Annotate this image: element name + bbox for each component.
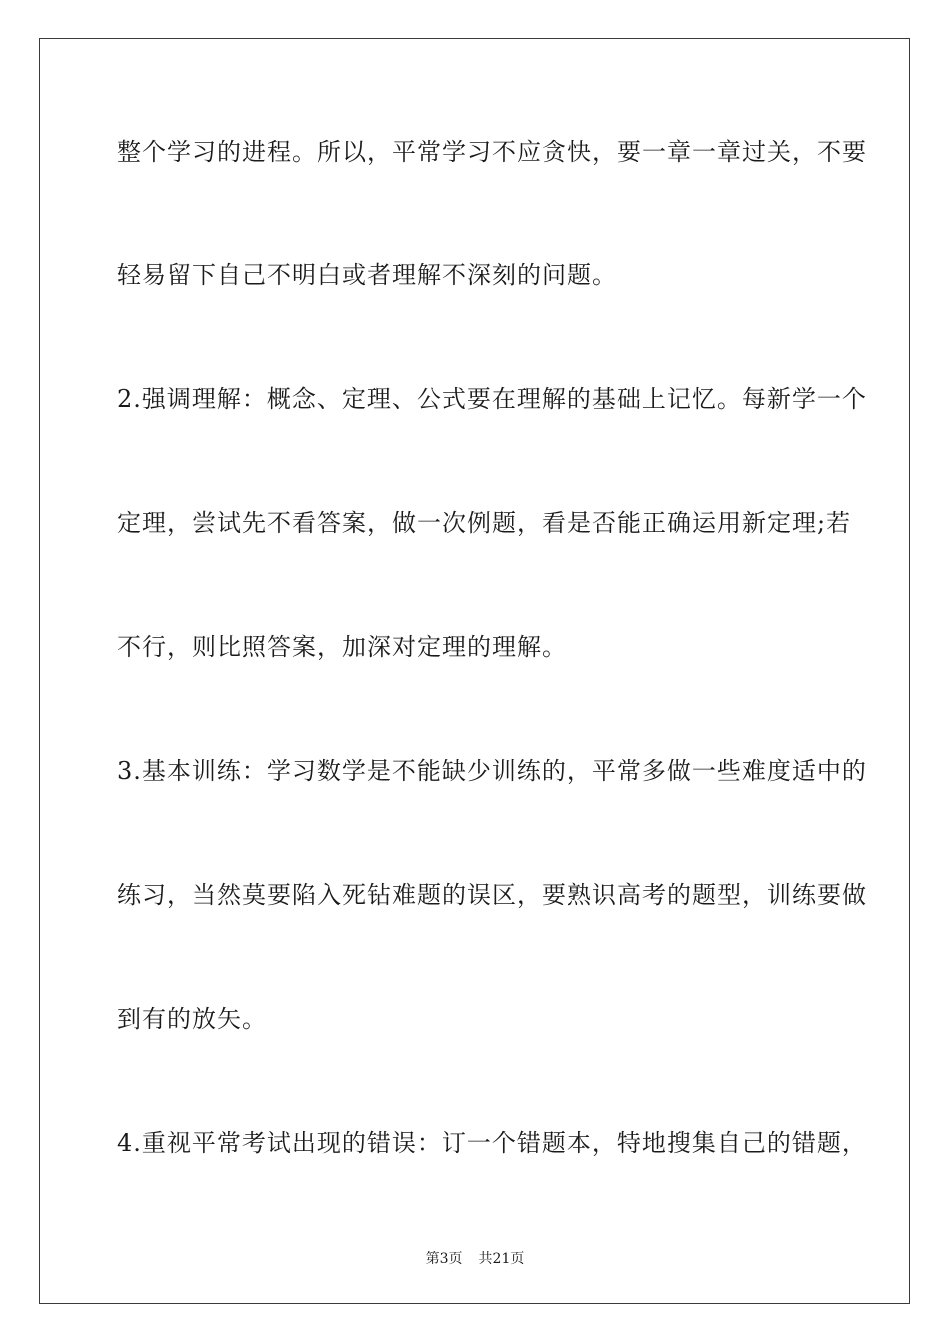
text-line: 2.强调理解：概念、定理、公式要在理解的基础上记忆。每新学一个 [117, 385, 867, 413]
text-line: 4.重视平常考试出现的错误：订一个错题本，特地搜集自己的错题， [117, 1129, 867, 1157]
page-number-current: 第3页 [425, 1251, 463, 1267]
text-line: 整个学习的进程。所以，平常学习不应贪快，要一章一章过关，不要 [117, 138, 867, 166]
text-line: 到有的放矢。 [117, 1005, 267, 1033]
text-line: 练习，当然莫要陷入死钻难题的误区，要熟识高考的题型，训练要做 [117, 881, 867, 909]
page-number-total: 共21页 [478, 1251, 525, 1267]
page-frame [39, 38, 910, 1304]
text-line: 不行，则比照答案，加深对定理的理解。 [117, 633, 567, 661]
page-footer [0, 1248, 950, 1268]
text-line: 轻易留下自己不明白或者理解不深刻的问题。 [117, 261, 617, 289]
text-line: 定理，尝试先不看答案，做一次例题，看是否能正确运用新定理;若 [117, 509, 852, 537]
text-line: 3.基本训练：学习数学是不能缺少训练的，平常多做一些难度适中的 [117, 757, 867, 785]
